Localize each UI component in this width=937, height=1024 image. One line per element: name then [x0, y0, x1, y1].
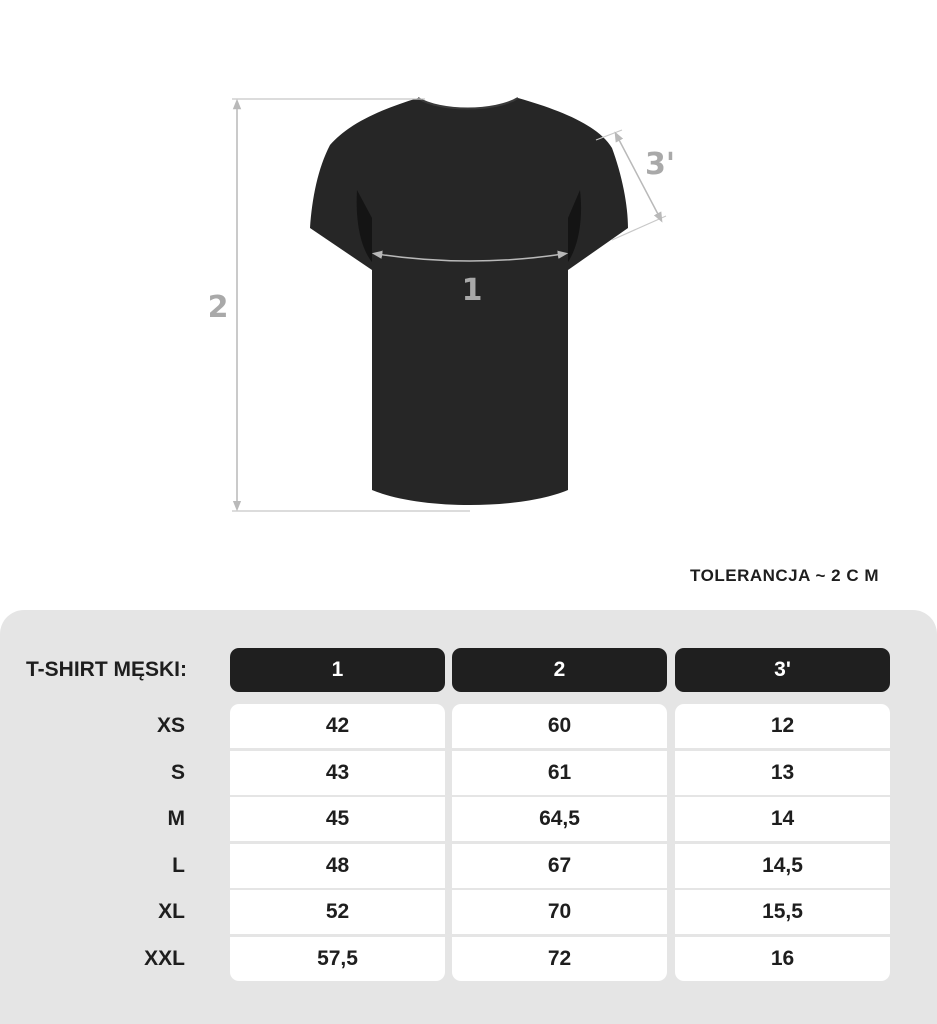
table-cell: 43: [230, 751, 445, 795]
column-header-1: 1: [230, 648, 445, 692]
tolerance-note: TOLERANCJA ~ 2 C M: [690, 566, 879, 585]
size-label-xxl: XXL: [144, 947, 185, 970]
table-cell: 16: [675, 937, 890, 981]
table-cell: 70: [452, 890, 667, 934]
table-cell: 60: [452, 704, 667, 748]
size-label-l: L: [172, 854, 185, 877]
column-header-2: 2: [452, 648, 667, 692]
table-cell: 48: [230, 844, 445, 888]
table-cell: 67: [452, 844, 667, 888]
table-title: T-SHIRT MĘSKI:: [26, 658, 187, 681]
sleeve-label: 3': [644, 147, 676, 182]
table-cell: 42: [230, 704, 445, 748]
size-label-xs: XS: [156, 714, 185, 737]
table-cell: 12: [675, 704, 890, 748]
table-cell: 13: [675, 751, 890, 795]
table-cell: 52: [230, 890, 445, 934]
chest-label: 1: [461, 273, 483, 308]
table-cell: 57,5: [230, 937, 445, 981]
table-cell: 45: [230, 797, 445, 841]
table-cell: 15,5: [675, 890, 890, 934]
size-label-s: S: [170, 761, 185, 784]
table-cell: 14: [675, 797, 890, 841]
length-label: 2: [207, 290, 229, 325]
table-cell: 64,5: [452, 797, 667, 841]
table-cell: 61: [452, 751, 667, 795]
size-label-m: M: [167, 807, 185, 830]
table-cell: 14,5: [675, 844, 890, 888]
size-label-xl: XL: [158, 900, 185, 923]
table-cell: 72: [452, 937, 667, 981]
column-header-3: 3': [675, 648, 890, 692]
